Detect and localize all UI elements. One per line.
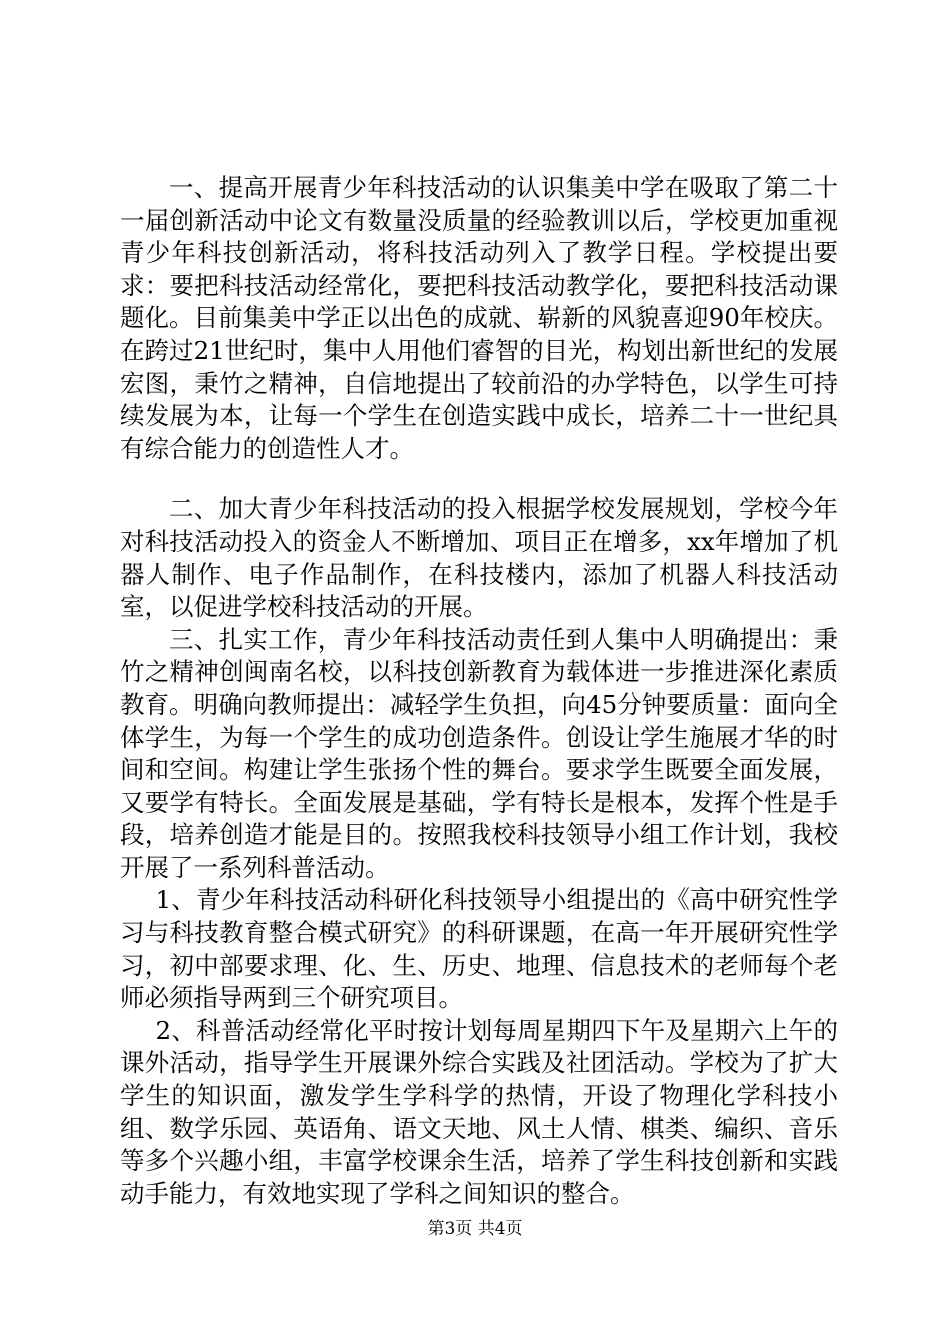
paragraph-popular-science: 2、科普活动经常化平时按计划每周星期四下午及星期六上午的课外活动，指导学生开展课外综合实践及社团活动。学校为了扩大学生的知识面，激发学生学科学的热情，开设了物理化学科技小组、数学乐园、英语角、语文天地、风土人情、棋类、编织、音乐等多个兴趣小组，丰富学校课余生活，培养了学生科技创新和实践动手能力，有效地实现了学科之间知识的整合。 (120, 1015, 838, 1208)
page-footer: 第3页 共4页 (427, 1219, 523, 1239)
paragraph-research: 1、青少年科技活动科研化科技领导小组提出的《高中研究性学习与科技教育整合模式研究》的科研课题，在高一年开展研究性学习，初中部要求理、化、生、历史、地理、信息技术的老师每个老师必须指导两到三个研究项目。 (120, 885, 838, 1013)
paragraph-responsibility: 三、扎实工作，青少年科技活动责任到人集中人明确提出：秉竹之精神创闽南名校，以科技创新教育为载体进一步推进深化素质教育。明确向教师提出：减轻学生负担，向45分钟要质量：面向全体学生，为每一个学生的成功创造条件。创设让学生施展才华的时间和空间。构建让学生张扬个性的舞台。要求学生既要全面发展，又要学有特长。全面发展是基础，学有特长是根本，发挥个性是手段，培养创造才能是目的。按照我校科技领导小组工作计划，我校开展了一系列科普活动。 (120, 624, 838, 882)
paragraph-investment: 二、加大青少年科技活动的投入根据学校发展规划，学校今年对科技活动投入的资金人不断增加、项目正在增多，xx年增加了机器人制作、电子作品制作，在科技楼内，添加了机器人科技活动室，以促进学校科技活动的开展。 (120, 494, 838, 622)
document-body (120, 172, 838, 1210)
paragraph-awareness: 一、提高开展青少年科技活动的认识集美中学在吸取了第二十一届创新活动中论文有数量没质量的经验教训以后，学校更加重视青少年科技创新活动，将科技活动列入了教学日程。学校提出要求：要把科技活动经常化，要把科技活动教学化，要把科技活动课题化。目前集美中学正以出色的成就、崭新的风貌喜迎90年校庆。在跨过21世纪时，集中人用他们睿智的目光，构划出新世纪的发展宏图，秉竹之精神，自信地提出了较前沿的办学特色，以学生可持续发展为本，让每一个学生在创造实践中成长，培养二十一世纪具有综合能力的创造性人才。 (120, 173, 838, 463)
